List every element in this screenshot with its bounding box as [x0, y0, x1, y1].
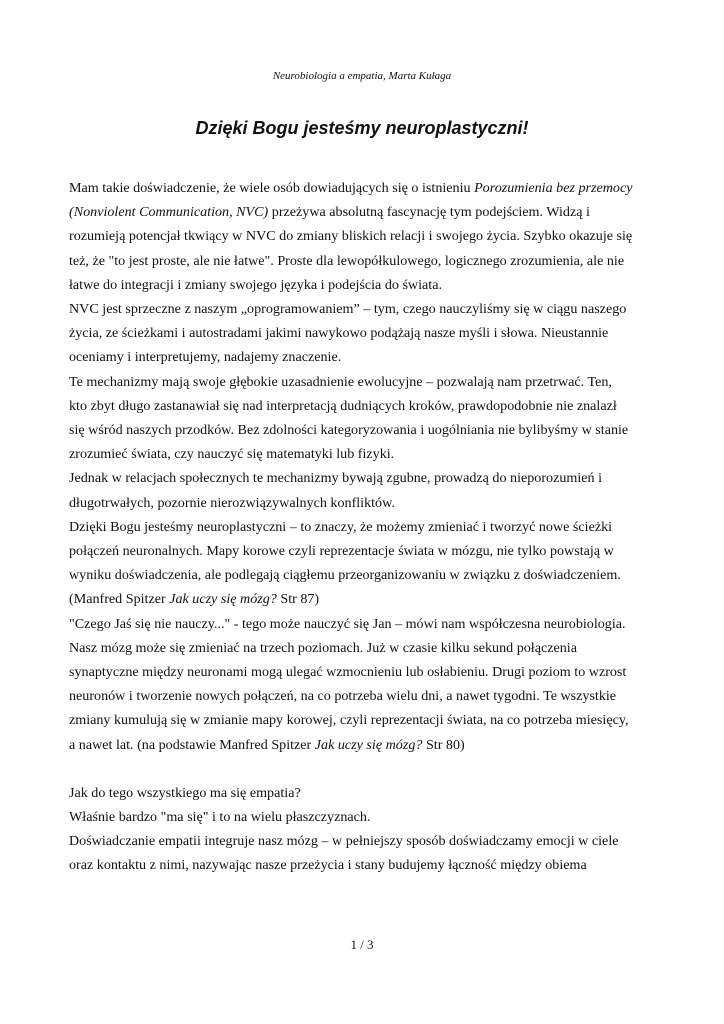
paragraph-three-levels: [69, 612, 665, 757]
text-line: Te mechanizmy mają swoje głębokie uzasadnienie ewolucyjne – pozwalają nam przetrwać. Ten,: [69, 373, 612, 390]
page-number: 1 / 3: [350, 937, 374, 952]
text-line: oraz kontaktu z nimi, nazywając nasze przeżycia i stany budujemy łączność między obiema: [69, 857, 587, 874]
text-line: "Czego Jaś się nie nauczy..." - tego może nauczyć się Jan – mówi nam współczesna neurobiologia.: [69, 615, 626, 632]
text-run: Mam takie doświadczenie, że wiele osób dowiadujących się o istnieniu: [69, 180, 475, 196]
text-line: zrozumieć świata, czy nauczyć się matematyki lub fizyki.: [69, 446, 395, 463]
text-line: Właśnie bardzo "ma się" i to na wielu płaszczyznach.: [69, 809, 371, 826]
paragraph-nvc-programming: [69, 297, 665, 370]
paragraph-empathy-question: [69, 781, 665, 805]
text-line: się wśród naszych przodków. Bez zdolności kategoryzowania i uogólniania nie bylibyśmy w stanie: [69, 422, 629, 439]
book-title: Jak uczy się mózg?: [169, 591, 277, 608]
text-line: życia, ze ścieżkami i autostradami jakimi nawykowo podążają nasze myśli i słowa. Nieustannie: [69, 325, 609, 342]
text-line: Nasz mózg może się zmieniać na trzech poziomach. Już w czasie kilku sekund połączenia: [69, 639, 577, 656]
paragraph-nvc-fascination: [69, 176, 665, 297]
text-run: Str 87): [276, 591, 320, 608]
text-line: Jak do tego wszystkiego ma się empatia?: [69, 784, 301, 801]
text-line: oceniamy i interpretujemy, nadajemy znaczenie.: [69, 349, 342, 366]
paragraph-spacer: [69, 757, 665, 781]
text-line: Jednak w relacjach społecznych te mechanizmy bywają zgubne, prowadzą do nieporozumień i: [69, 470, 602, 487]
paragraph-empathy-integration: [69, 829, 665, 877]
text-run: Str 80): [422, 736, 465, 753]
text-line: kto zbyt długo zastanawiał się nad interpretacją dudniących kroków, prawdopodobnie nie znalazł: [69, 397, 617, 414]
text-line: rozumieją potencjał tkwiący w NVC do zmiany bliskich relacji i swojego życia. Szybko okazuje się: [69, 228, 633, 245]
text-line: zmiany kumulują się w zmianie mapy korowej, czyli reprezentacji świata, na co potrzeba miesięcy,: [69, 712, 629, 729]
text-line: też, że "to jest proste, ale nie łatwe". Proste dla lewopółkulowego, logicznego zrozumienia, ale nie: [69, 252, 625, 269]
text-line: łatwe do integracji i zmiany swojego języka i podejścia do świata.: [69, 276, 442, 293]
text-line: długotrwałych, pozornie nierozwiązywalnych konfliktów.: [69, 494, 395, 511]
text-run: przeżywa absolutną fascynację tym podejściem. Widzą i: [268, 204, 590, 221]
text-line: [69, 587, 665, 611]
text-line: [69, 200, 665, 224]
text-line: Doświadczanie empatii integruje nasz mózg – w pełniejszy sposób doświadczamy emocji w ciele: [69, 833, 619, 850]
text-run: a nawet lat. (na podstawie Manfred Spitzer: [69, 736, 315, 753]
italic-term: Porozumienia bez przemocy: [474, 180, 633, 196]
paragraph-evolution: [69, 370, 665, 467]
book-title: Jak uczy się mózg?: [314, 736, 423, 753]
paragraph-empathy-answer: [69, 805, 665, 829]
text-line: wyniku doświadczenia, ale podlegają ciągłemu przeorganizowaniu w związku z doświadczeniem.: [69, 567, 621, 584]
text-run: (Manfred Spitzer: [69, 591, 170, 608]
document-title: Dzięki Bogu jesteśmy neuroplastyczni!: [195, 118, 529, 138]
text-line: [69, 176, 665, 200]
text-line: synaptyczne między neuronami mogą ulegać wzmocnieniu lub osłabieniu. Drugi poziom to wzrost: [69, 664, 627, 681]
italic-term: (Nonviolent Communication, NVC): [69, 204, 269, 221]
paragraph-neuroplasticity: [69, 515, 665, 612]
text-line: neuronów i tworzenie nowych połączeń, na co potrzeba wielu dni, a nawet tygodni. Te wszystkie: [69, 688, 617, 705]
text-line: NVC jest sprzeczne z naszym „oprogramowaniem” – tym, czego nauczyliśmy się w ciągu naszego: [69, 301, 627, 318]
paragraph-social-relations: [69, 466, 665, 514]
text-line: [69, 733, 665, 757]
text-line: połączeń neuronalnych. Mapy korowe czyli reprezentacje świata w mózgu, nie tylko powstają w: [69, 543, 614, 560]
text-line: Dzięki Bogu jesteśmy neuroplastyczni – to znaczy, że możemy zmieniać i tworzyć nowe ścieżki: [69, 518, 613, 535]
document-body: [69, 176, 665, 878]
running-header: Neurobiologia a empatia, Marta Kułaga: [272, 70, 452, 82]
